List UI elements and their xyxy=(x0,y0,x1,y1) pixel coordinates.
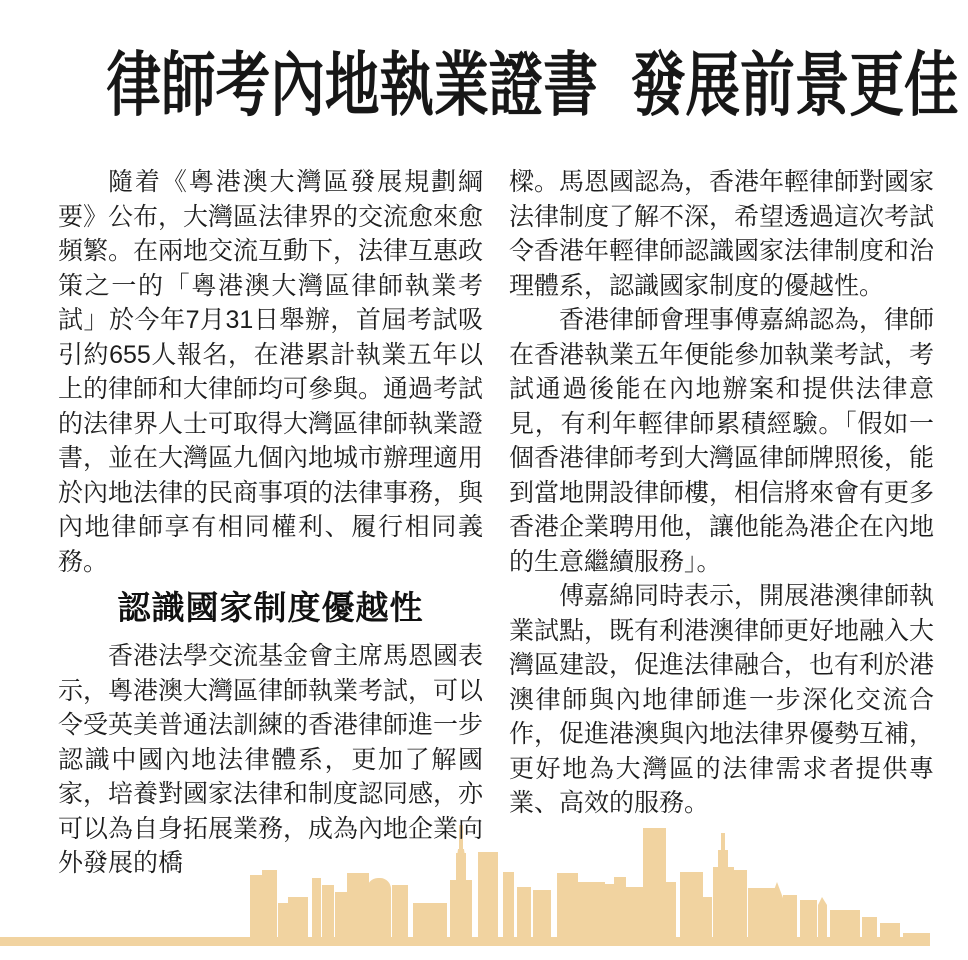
section-subheading: 認識國家制度優越性 xyxy=(117,589,424,626)
article-title: 律師考內地執業證書 發展前景更佳 xyxy=(106,43,959,126)
article-body xyxy=(0,165,968,881)
right-column xyxy=(509,165,934,881)
paragraph-continuation: 樑。馬恩國認為，香港年輕律師對國家法律制度了解不深，希望透過這次考試令香港年輕律師認識國家法律制度和治理體系，認識國家制度的優越性。 xyxy=(509,168,935,300)
paragraph: 香港律師會理事傅嘉綿認為，律師在香港執業五年便能參加執業考試，考試通過後能在內地辦案和提供法律意見，有利年輕律師累積經驗。「假如一個香港律師考到大灣區律師牌照後，能到當地開設律師樓，相信將來會有更多香港企業聘用他，讓他能為港企在內地的生意繼續服務」。 xyxy=(509,306,935,576)
paragraph: 傅嘉綿同時表示，開展港澳律師執業試點，既有利港澳律師更好地融入大灣區建設，促進法律融合，也有利於港澳律師與內地律師進一步深化交流合作，促進港澳與內地法律界優勢互補，更好地為大灣區的法律需求者提供專業、高效的服務。 xyxy=(509,582,935,817)
paragraph: 香港法學交流基金會主席馬恩國表示，粵港澳大灣區律師執業考試，可以令受英美普通法訓練的香港律師進一步認識中國內地法律體系，更加了解國家，培養對國家法律和制度認同感，亦可以為自身拓展業務，成為內地企業向外發展的橋 xyxy=(58,642,484,877)
left-column xyxy=(58,165,483,881)
paragraph: 隨着《粵港澳大灣區發展規劃綱要》公布，大灣區法律界的交流愈來愈頻繁。在兩地交流互動下，法律互惠政策之一的「粵港澳大灣區律師執業考試」於今年7月31日舉辦，首屆考試吸引約655人報名，在港累計執業五年以上的律師和大律師均可參與。通過考試的法律界人士可取得大灣區律師執業證書，並在大灣區九個內地城市辦理適用於內地法律的民商事項的法律事務，與內地律師享有相同權利、履行相同義務。 xyxy=(58,168,484,576)
